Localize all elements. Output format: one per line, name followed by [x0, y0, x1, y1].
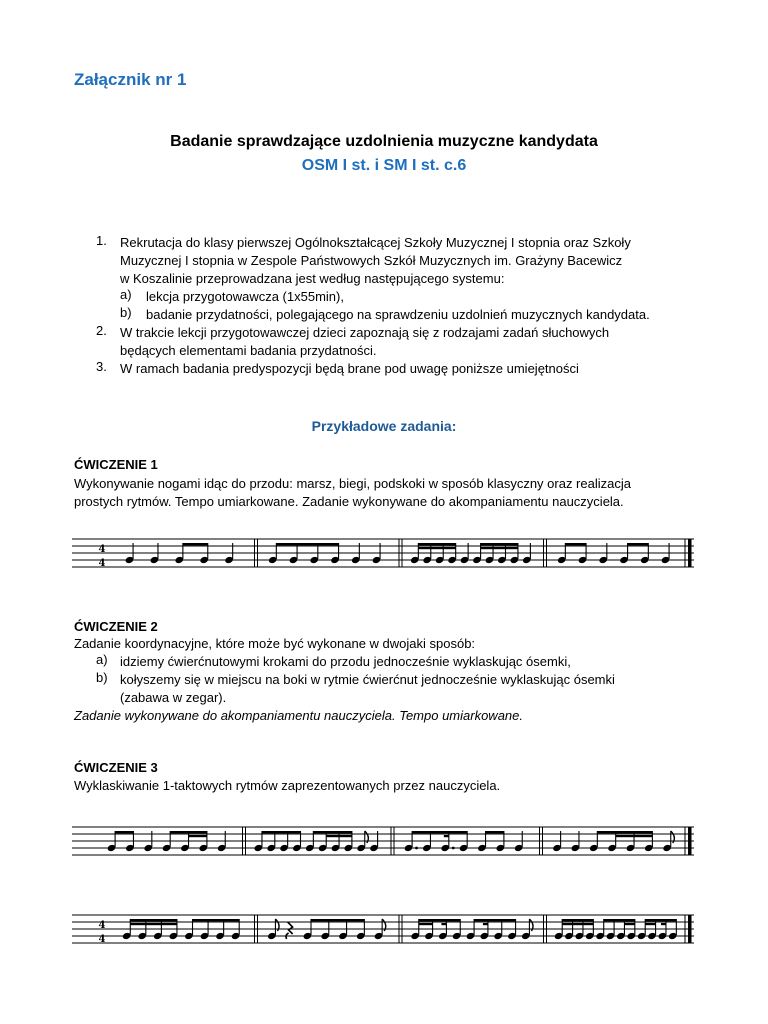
list-item-line: w Koszalinie przeprowadzana jest według następującego systemu:: [120, 271, 505, 286]
annex-label: Załącznik nr 1: [74, 70, 187, 89]
beam: [645, 919, 676, 921]
list-item-line: Muzycznej I stopnia w Zespole Państwowych Szkół Muzycznych im. Grażyny Bacewicz: [120, 253, 623, 268]
sublist-letter: a): [96, 652, 108, 667]
list-number: 3.: [96, 359, 107, 374]
beam: [412, 831, 467, 833]
beam: [313, 831, 352, 833]
exercise-1-text-line: prostych rytmów. Tempo umiarkowane. Zadanie wykonywane do akompaniamentu nauczyciela.: [74, 494, 624, 509]
beam-secondary: [441, 923, 446, 925]
beam-secondary: [562, 923, 572, 925]
augmentation-dot: [415, 847, 418, 850]
final-barline-thick: [688, 539, 692, 567]
beam: [170, 831, 207, 833]
beam-secondary: [419, 923, 433, 925]
beam: [565, 543, 586, 545]
time-signature-top: 4: [98, 544, 106, 555]
beam-secondary: [444, 835, 449, 837]
beam: [130, 919, 177, 921]
beam-secondary: [146, 923, 162, 925]
beam-secondary: [505, 547, 517, 549]
beam: [276, 543, 338, 545]
sublist-item: lekcja przygotowawcza (1x55min),: [146, 289, 344, 304]
beam-secondary: [418, 547, 430, 549]
beam: [486, 831, 504, 833]
beam-secondary: [493, 547, 505, 549]
beam: [474, 919, 516, 921]
rhythm-staff: [72, 818, 702, 868]
time-signature-top: 4: [98, 920, 106, 931]
list-number: 2.: [96, 323, 107, 338]
beam-secondary: [661, 923, 666, 925]
beam-secondary: [431, 547, 443, 549]
beam: [115, 831, 133, 833]
augmentation-dot: [452, 847, 455, 850]
beam-secondary: [326, 835, 339, 837]
beam-secondary: [339, 835, 352, 837]
beam: [311, 919, 364, 921]
sublist-letter: a): [120, 287, 132, 302]
list-item-line: W ramach badania predyspozycji będą brane pod uwagę poniższe umiejętności: [120, 361, 579, 376]
sublist-item: badanie przydatności, polegającego na sprawdzeniu uzdolnień muzycznych kandydata.: [146, 307, 650, 322]
document-subtitle: OSM I st. i SM I st. c.6: [301, 157, 467, 174]
list-number: 1.: [96, 233, 107, 248]
exercise-1-heading: ĆWICZENIE 1: [74, 457, 158, 472]
beam-secondary: [443, 547, 455, 549]
beam-secondary: [481, 547, 493, 549]
sublist-letter: b): [96, 670, 108, 685]
beam-secondary: [189, 835, 207, 837]
beam: [193, 919, 240, 921]
beam: [604, 919, 635, 921]
exercise-2-option-b: (zabawa w zegar).: [120, 690, 227, 705]
time-signature-bottom: 4: [98, 934, 106, 945]
rhythm-staff: [72, 530, 702, 580]
beam-secondary: [161, 923, 177, 925]
beam-secondary: [624, 923, 634, 925]
exercise-2-note: Zadanie wykonywane do akompaniamentu nauczyciela. Tempo umiarkowane.: [74, 708, 523, 723]
exercise-3-text: Wyklaskiwanie 1-taktowych rytmów zaprezentowanych przez nauczyciela.: [74, 778, 501, 793]
beam-secondary: [483, 923, 488, 925]
beam: [418, 543, 455, 545]
beam: [262, 831, 301, 833]
beam: [628, 543, 649, 545]
beam-secondary: [645, 923, 655, 925]
beam-secondary: [616, 835, 634, 837]
list-item-line: będących elementami badania przydatności.: [120, 343, 377, 358]
beam-secondary: [634, 835, 652, 837]
beam: [481, 543, 518, 545]
beam-secondary: [130, 923, 146, 925]
exercise-3-heading: ĆWICZENIE 3: [74, 760, 158, 775]
beam-secondary: [583, 923, 593, 925]
exercise-1-text-line: Wykonywanie nogami idąc do przodu: marsz, biegi, podskoki w sposób klasyczny oraz realizacja: [74, 476, 631, 491]
exercise-2-heading: ĆWICZENIE 2: [74, 619, 158, 634]
examples-heading: Przykładowe zadania:: [311, 418, 457, 434]
final-barline-thick: [688, 827, 692, 855]
list-item-line: Rekrutacja do klasy pierwszej Ogólnokształcącej Szkoły Muzycznej I stopnia oraz Szkoły: [120, 235, 631, 250]
sublist-letter: b): [120, 305, 132, 320]
beam-secondary: [573, 923, 583, 925]
beam: [183, 543, 208, 545]
exercise-2-intro: Zadanie koordynacyjne, które może być wykonane w dwojaki sposób:: [74, 636, 476, 651]
document-title: Badanie sprawdzające uzdolnienia muzyczne kandydata: [170, 133, 598, 150]
beam: [597, 831, 652, 833]
beam: [562, 919, 593, 921]
exercise-2-option-a: idziemy ćwierćnutowymi krokami do przodu jednocześnie wyklaskując ósemki,: [120, 654, 571, 669]
rhythm-staff: [72, 906, 702, 956]
time-signature-bottom: 4: [98, 558, 106, 569]
beam: [419, 919, 461, 921]
exercise-2-option-b: kołyszemy się w miejscu na boki w rytmie ćwierćnut jednocześnie wyklaskując ósemki: [120, 672, 615, 687]
final-barline-thick: [688, 915, 692, 943]
list-item-line: W trakcie lekcji przygotowawczej dzieci zapoznają się z rodzajami zadań słuchowych: [120, 325, 610, 340]
